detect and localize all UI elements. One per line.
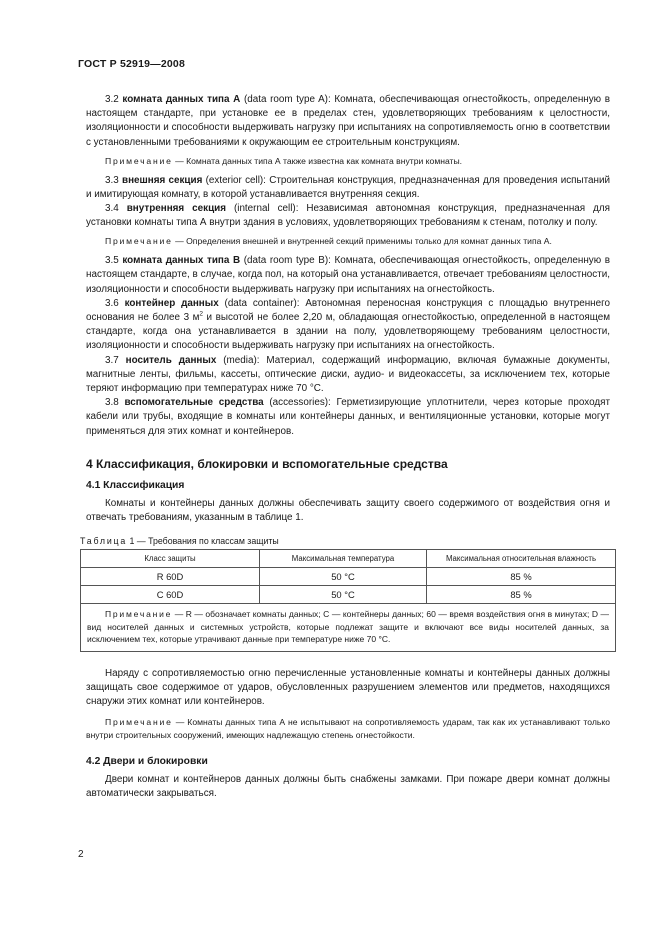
table-cell: 50 °С (260, 586, 427, 604)
defined-term: вспомогательные средства (124, 397, 264, 409)
defined-term: контейнер данных (124, 297, 219, 309)
table-cell: С 60D (81, 586, 260, 604)
note-text: — Комнаты данных типа А не испытывают на сопротивляемость ударам, так как их устанавливают только внутри строительных сооружений, имеющих надлежащую степень огнестойкости. (86, 717, 610, 741)
impact-paragraph: Наряду с сопротивляемостью огню перечисленные установленные комнаты и контейнеры данных должны защищать свое содержимое от ударов, обусловленных разрушением элементов или предметов, находящихся снаружи этих комнат или контейнеров. (86, 667, 610, 708)
table-note (81, 604, 616, 652)
standard-header: ГОСТ Р 52919—2008 (78, 58, 186, 70)
column-header: Максимальная температура (260, 550, 427, 568)
note-impact (86, 716, 610, 742)
table-row (81, 568, 616, 586)
definition-text: (media): Материал, содержащий информацию, включая бумажные документы, магнитные ленты, фильмы, кассеты, оптические диски, аудио- и видеокассеты, за исключением тех, которые теряют информацию при температурах ниже 70 °С. (86, 354, 610, 395)
defined-term: комната данных типа В (122, 255, 241, 267)
note-label: Примечание (105, 155, 173, 166)
definition-3-8 (86, 396, 610, 439)
note-text: — R — обозначает комнаты данных; С — контейнеры данных; 60 — время воздействия огня в минутах; D — вид носителей данных и системных устройств, которые подлежат защите и включают все виды носителей данных, за исключением тех, которые утрачивают данные при температуре ниже 70 °С. (87, 609, 609, 645)
clause-number: 3.7 (105, 354, 119, 366)
definition-text: (exterior cell): Строительная конструкция, предназначенная для проведения испытаний и имитирующая комнату, в которой устанавливается внутренняя секция. (86, 174, 610, 200)
section-4-2-title: 4.2 Двери и блокировки (86, 755, 208, 767)
table-cell: 50 °С (260, 568, 427, 586)
defined-term: внутренняя секция (126, 203, 226, 215)
table-caption (80, 536, 610, 546)
definition-text: (data room type A): Комната, обеспечивающая огнестойкость, определенную в настоящем стандарте, при установке ее в пределах стен, удовлетворяющих требованиям к целостности, изоляционности и способности выдерживать нагрузку при испытаниях на сопротивляемость огню в соответствии с установленными требованиями к окружающим ее строительным конструкциям. (86, 94, 610, 148)
clause-number: 3.2 (105, 94, 119, 105)
table-cell: R 60D (81, 568, 260, 586)
definition-3-6 (86, 297, 610, 354)
table-note-row (81, 604, 616, 652)
table-header-row (81, 550, 616, 568)
definition-text-cont: и высотой не более 2,20 м, обладающая огнестойкостью, определенной в настоящем стандарте, когда она устанавливается в здании на полу, удовлетворяющему требованиям целостности, изоляционности и способности выдерживать нагрузку при испытаниях на огнестойкость. (86, 312, 610, 352)
section-4-1-text: Комнаты и контейнеры данных должны обеспечивать защиту своего содержимого от воздействия огня и отвечать требованиям, указанным в таблице 1. (86, 497, 610, 524)
column-header: Класс защиты (81, 550, 260, 568)
definition-text: (internal cell): Независимая автономная конструкция, предназначенная для установки комнаты типа А внутри здания в условиях, удовлетворяющих требованиям к стенам, потолку и полу. (86, 203, 610, 229)
note-text: — Комната данных типа А также известна как комната внутри комнаты. (172, 155, 463, 166)
table-cell: 85 % (427, 568, 616, 586)
definition-3-4 (86, 202, 610, 230)
section-4-2-text: Двери комнат и контейнеров данных должны быть снабжены замками. При пожаре двери комнат должны автоматически закрываться. (86, 773, 610, 800)
table-caption-text: 1 — Требования по классам защиты (127, 536, 279, 547)
column-header: Максимальная относительная влажность (427, 550, 616, 568)
definition-3-7 (86, 354, 610, 397)
superscript: 2 (199, 310, 204, 318)
clause-number: 3.4 (105, 203, 119, 215)
note-text: — Определения внешней и внутренней секций применимы только для комнат данных типа А. (172, 236, 552, 247)
section-4-title: 4 Классификация, блокировки и вспомогательные средства (86, 456, 448, 471)
note-3-4 (86, 235, 610, 248)
page-content (80, 93, 610, 801)
definition-3-3 (86, 174, 610, 202)
definition-text: (data container): Автономная переносная конструкция с площадью внутреннего основания не более 3 м (86, 297, 610, 324)
definition-text: (data room type B): Комната, обеспечивающая огнестойкость, определенную в настоящем стандарте, в случае, когда пол, на который она устанавливается, отвечает требованиям целостности, изоляционности и способности выдерживать нагрузку при испытаниях на огнестойкость. (86, 255, 610, 295)
note-label: Примечание (105, 717, 173, 728)
clause-number: 3.6 (105, 297, 119, 309)
section-4-1-title: 4.1 Классификация (86, 479, 185, 491)
table-row (81, 586, 616, 604)
definition-3-5 (86, 254, 610, 297)
note-label: Примечание (105, 609, 173, 620)
clause-number: 3.8 (105, 397, 119, 409)
note-3-2 (86, 155, 610, 168)
definition-text: (accessories): Герметизирующие уплотнители, через которые проходят кабели или трубы, входящие в комнаты или контейнеры данных, и вентиляционные установки, которые могут применяться для этих комнат и контейнеров. (86, 397, 610, 437)
page-number: 2 (78, 849, 84, 860)
note-label: Примечание (105, 236, 173, 247)
defined-term: внешняя секция (122, 174, 203, 186)
definition-3-2 (86, 93, 610, 150)
protection-class-table (80, 549, 616, 652)
table-caption-label: Таблица (80, 536, 128, 547)
clause-number: 3.5 (105, 255, 119, 267)
defined-term: комната данных типа А (122, 94, 241, 105)
defined-term: носитель данных (125, 354, 217, 366)
clause-number: 3.3 (105, 174, 119, 186)
table-cell: 85 % (427, 586, 616, 604)
